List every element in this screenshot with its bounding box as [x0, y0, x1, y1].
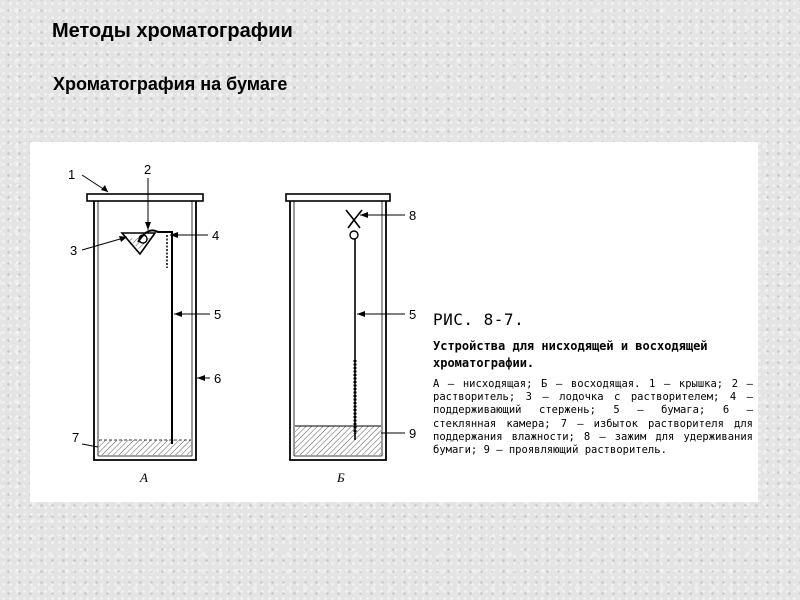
excess-solvent	[99, 440, 191, 455]
label-7: 7	[72, 430, 80, 445]
label-3: 3	[70, 243, 78, 258]
label-2: 2	[144, 162, 152, 177]
label-8: 8	[409, 208, 417, 223]
caption-b: Б	[337, 470, 345, 485]
caption-a: А	[140, 470, 148, 485]
label-1: 1	[68, 167, 76, 182]
figure-panel	[30, 142, 758, 502]
figure-number: РИС. 8-7.	[433, 310, 525, 329]
figure-legend: А — нисходящая; Б — восходящая. 1 — крышка; 2 — растворитель; 3 — лодочка с растворителем; 4 — поддерживающий стержень; 5 — бумага; 6 — стеклянная камера; 7 — избыток растворителя для поддержания влажности; 8 — зажим для удерживания бумаги; 9 — проявляющий растворитель.	[433, 378, 753, 457]
slide-subtitle: Хроматография на бумаге	[53, 74, 288, 94]
label-9: 9	[409, 426, 417, 441]
label-6: 6	[214, 371, 222, 386]
lid	[286, 194, 390, 201]
figure-heading: Устройства для нисходящей и восходящей хроматографии.	[433, 339, 708, 370]
label-5: 5	[409, 307, 417, 322]
paper-clamp	[346, 210, 362, 220]
apparatus-b	[286, 194, 416, 485]
paper-strip	[138, 230, 172, 444]
glass-chamber	[290, 201, 386, 460]
developing-solvent	[295, 426, 381, 455]
label-4: 4	[212, 228, 220, 243]
lid	[87, 194, 203, 201]
slide-title: Методы хроматографии	[52, 20, 293, 42]
label-5: 5	[214, 307, 222, 322]
apparatus-a	[68, 162, 221, 485]
